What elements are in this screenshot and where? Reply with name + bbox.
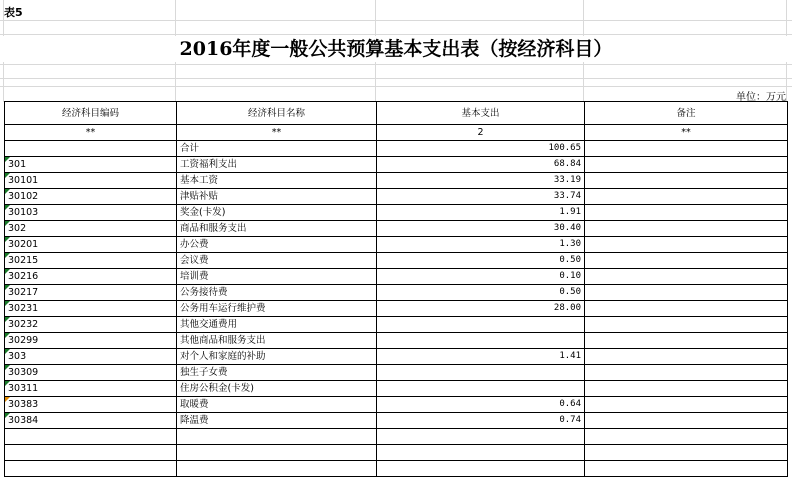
cell-code-text: 30217 bbox=[8, 287, 39, 298]
cell-note[interactable] bbox=[585, 141, 788, 157]
cell-amount[interactable]: 30.40 bbox=[377, 221, 585, 237]
cell-code-text: 30309 bbox=[8, 367, 39, 378]
text-number-indicator-icon bbox=[5, 253, 10, 258]
cell-code[interactable] bbox=[5, 413, 177, 429]
cell-code-text: 30102 bbox=[8, 191, 39, 202]
cell-note[interactable] bbox=[585, 301, 788, 317]
cell-name[interactable]: 津贴补贴 bbox=[177, 189, 377, 205]
cell-code[interactable] bbox=[5, 189, 177, 205]
cell-amount[interactable]: 0.50 bbox=[377, 285, 585, 301]
table-row bbox=[5, 445, 788, 461]
text-number-indicator-icon bbox=[5, 381, 10, 386]
page-title: 2016年度一般公共预算基本支出表（按经济科目） bbox=[0, 36, 792, 62]
cell-amount[interactable]: 0.10 bbox=[377, 269, 585, 285]
cell-note[interactable] bbox=[585, 381, 788, 397]
cell-name[interactable]: 奖金(卡发) bbox=[177, 205, 377, 221]
cell-code[interactable] bbox=[5, 445, 177, 461]
cell-amount[interactable]: 0.74 bbox=[377, 413, 585, 429]
cell-code[interactable] bbox=[5, 285, 177, 301]
cell-amount[interactable]: 68.84 bbox=[377, 157, 585, 173]
cell-amount[interactable] bbox=[377, 429, 585, 445]
cell-note[interactable] bbox=[585, 461, 788, 477]
cell-code[interactable] bbox=[5, 125, 177, 141]
cell-name[interactable]: 办公费 bbox=[177, 237, 377, 253]
table-row bbox=[5, 429, 788, 445]
cell-name[interactable]: 其他交通费用 bbox=[177, 317, 377, 333]
cell-name[interactable]: 工资福利支出 bbox=[177, 157, 377, 173]
cell-note[interactable] bbox=[585, 253, 788, 269]
table-row bbox=[5, 461, 788, 477]
cell-code[interactable] bbox=[5, 397, 177, 413]
cell-code-text: 30299 bbox=[8, 335, 39, 346]
cell-code[interactable] bbox=[5, 157, 177, 173]
cell-code[interactable] bbox=[5, 141, 177, 157]
table-row bbox=[5, 413, 788, 429]
cell-amount[interactable]: 28.00 bbox=[377, 301, 585, 317]
cell-note[interactable] bbox=[585, 269, 788, 285]
cell-name[interactable]: 合计 bbox=[177, 141, 377, 157]
cell-amount[interactable]: 33.74 bbox=[377, 189, 585, 205]
table-row bbox=[5, 221, 788, 237]
cell-name[interactable]: 取暖费 bbox=[177, 397, 377, 413]
table-row bbox=[5, 157, 788, 173]
cell-note[interactable] bbox=[585, 333, 788, 349]
cell-note[interactable] bbox=[585, 429, 788, 445]
cell-code-text: 303 bbox=[8, 351, 27, 362]
cell-name[interactable]: 培训费 bbox=[177, 269, 377, 285]
cell-code-text: 30231 bbox=[8, 303, 39, 314]
cell-code[interactable] bbox=[5, 429, 177, 445]
cell-amount[interactable]: 0.64 bbox=[377, 397, 585, 413]
table-row bbox=[5, 349, 788, 365]
cell-code[interactable] bbox=[5, 253, 177, 269]
cell-name[interactable] bbox=[177, 445, 377, 461]
table-row bbox=[5, 173, 788, 189]
table-row bbox=[5, 253, 788, 269]
table-header-row bbox=[5, 102, 788, 125]
table-row bbox=[5, 365, 788, 381]
cell-code[interactable] bbox=[5, 461, 177, 477]
cell-code[interactable] bbox=[5, 301, 177, 317]
cell-name[interactable]: 公务接待费 bbox=[177, 285, 377, 301]
table-row bbox=[5, 125, 788, 141]
cell-amount[interactable] bbox=[377, 317, 585, 333]
cell-code[interactable] bbox=[5, 269, 177, 285]
text-number-indicator-icon bbox=[5, 365, 10, 370]
cell-name[interactable] bbox=[177, 461, 377, 477]
table-row bbox=[5, 269, 788, 285]
cell-name[interactable] bbox=[177, 429, 377, 445]
cell-note[interactable] bbox=[585, 445, 788, 461]
cell-code-text: 30101 bbox=[8, 175, 39, 186]
cell-name[interactable]: 其他商品和服务支出 bbox=[177, 333, 377, 349]
header-code[interactable]: 经济科目编码 bbox=[5, 102, 177, 125]
cell-name[interactable]: 会议费 bbox=[177, 253, 377, 269]
cell-note[interactable] bbox=[585, 349, 788, 365]
cell-code-text: 30383 bbox=[8, 399, 39, 410]
text-number-indicator-icon bbox=[5, 317, 10, 322]
table-row bbox=[5, 397, 788, 413]
cell-name[interactable]: ** bbox=[177, 125, 377, 141]
cell-note[interactable] bbox=[585, 413, 788, 429]
text-number-indicator-icon bbox=[5, 285, 10, 290]
cell-code[interactable] bbox=[5, 365, 177, 381]
cell-code[interactable] bbox=[5, 205, 177, 221]
cell-note[interactable] bbox=[585, 317, 788, 333]
cell-note[interactable] bbox=[585, 205, 788, 221]
table-row bbox=[5, 141, 788, 157]
text-number-indicator-icon bbox=[5, 301, 10, 306]
text-number-indicator-icon bbox=[5, 173, 10, 178]
table-row bbox=[5, 301, 788, 317]
text-number-indicator-icon bbox=[5, 413, 10, 418]
cell-note[interactable] bbox=[585, 189, 788, 205]
cell-amount[interactable]: 0.50 bbox=[377, 253, 585, 269]
text-number-indicator-icon bbox=[5, 333, 10, 338]
cell-code[interactable] bbox=[5, 173, 177, 189]
cell-name[interactable]: 降温费 bbox=[177, 413, 377, 429]
cell-code[interactable] bbox=[5, 333, 177, 349]
table-row bbox=[5, 317, 788, 333]
table-row bbox=[5, 285, 788, 301]
cell-code-text: 30103 bbox=[8, 207, 39, 218]
cell-amount[interactable] bbox=[377, 461, 585, 477]
cell-code-text: 302 bbox=[8, 223, 27, 234]
cell-note[interactable] bbox=[585, 221, 788, 237]
text-number-indicator-icon bbox=[5, 205, 10, 210]
cell-name[interactable]: 独生子女费 bbox=[177, 365, 377, 381]
header-name[interactable]: 经济科目名称 bbox=[177, 102, 377, 125]
cell-note[interactable] bbox=[585, 285, 788, 301]
cell-amount[interactable]: 1.91 bbox=[377, 205, 585, 221]
table-row bbox=[5, 333, 788, 349]
text-number-indicator-icon bbox=[5, 397, 10, 402]
unit-label: 单位：万元 bbox=[736, 92, 786, 103]
budget-table bbox=[4, 101, 788, 477]
cell-amount[interactable] bbox=[377, 381, 585, 397]
cell-code[interactable] bbox=[5, 381, 177, 397]
cell-code-text: 30232 bbox=[8, 319, 39, 330]
cell-amount[interactable]: 2 bbox=[377, 125, 585, 141]
cell-code-text: ** bbox=[85, 127, 96, 138]
cell-amount[interactable]: 1.30 bbox=[377, 237, 585, 253]
cell-note[interactable] bbox=[585, 157, 788, 173]
cell-amount[interactable]: 100.65 bbox=[377, 141, 585, 157]
text-number-indicator-icon bbox=[5, 157, 10, 162]
cell-name[interactable]: 公务用车运行维护费 bbox=[177, 301, 377, 317]
sheet-label: 表5 bbox=[4, 6, 23, 19]
text-number-indicator-icon bbox=[5, 269, 10, 274]
header-note[interactable]: 备注 bbox=[585, 102, 788, 125]
cell-code-text: 30311 bbox=[8, 383, 39, 394]
table-row bbox=[5, 381, 788, 397]
cell-note[interactable] bbox=[585, 237, 788, 253]
text-number-indicator-icon bbox=[5, 221, 10, 226]
cell-code[interactable] bbox=[5, 221, 177, 237]
text-number-indicator-icon bbox=[5, 349, 10, 354]
table-row bbox=[5, 237, 788, 253]
cell-amount[interactable]: 1.41 bbox=[377, 349, 585, 365]
cell-code-text: 30215 bbox=[8, 255, 39, 266]
cell-code-text: 30216 bbox=[8, 271, 39, 282]
header-amount[interactable]: 基本支出 bbox=[377, 102, 585, 125]
cell-code[interactable] bbox=[5, 237, 177, 253]
cell-code[interactable] bbox=[5, 317, 177, 333]
cell-name[interactable]: 住房公积金(卡发) bbox=[177, 381, 377, 397]
cell-note[interactable] bbox=[585, 365, 788, 381]
cell-name[interactable]: 基本工资 bbox=[177, 173, 377, 189]
cell-amount[interactable] bbox=[377, 333, 585, 349]
cell-amount[interactable] bbox=[377, 365, 585, 381]
cell-name[interactable]: 对个人和家庭的补助 bbox=[177, 349, 377, 365]
text-number-indicator-icon bbox=[5, 237, 10, 242]
cell-note[interactable] bbox=[585, 397, 788, 413]
cell-note[interactable] bbox=[585, 173, 788, 189]
table-row bbox=[5, 205, 788, 221]
cell-amount[interactable] bbox=[377, 445, 585, 461]
cell-code-text: 301 bbox=[8, 159, 27, 170]
cell-amount[interactable]: 33.19 bbox=[377, 173, 585, 189]
text-number-indicator-icon bbox=[5, 189, 10, 194]
cell-code-text: 30201 bbox=[8, 239, 39, 250]
table-row bbox=[5, 189, 788, 205]
cell-code[interactable] bbox=[5, 349, 177, 365]
cell-code-text: 30384 bbox=[8, 415, 39, 426]
cell-note[interactable]: ** bbox=[585, 125, 788, 141]
cell-name[interactable]: 商品和服务支出 bbox=[177, 221, 377, 237]
